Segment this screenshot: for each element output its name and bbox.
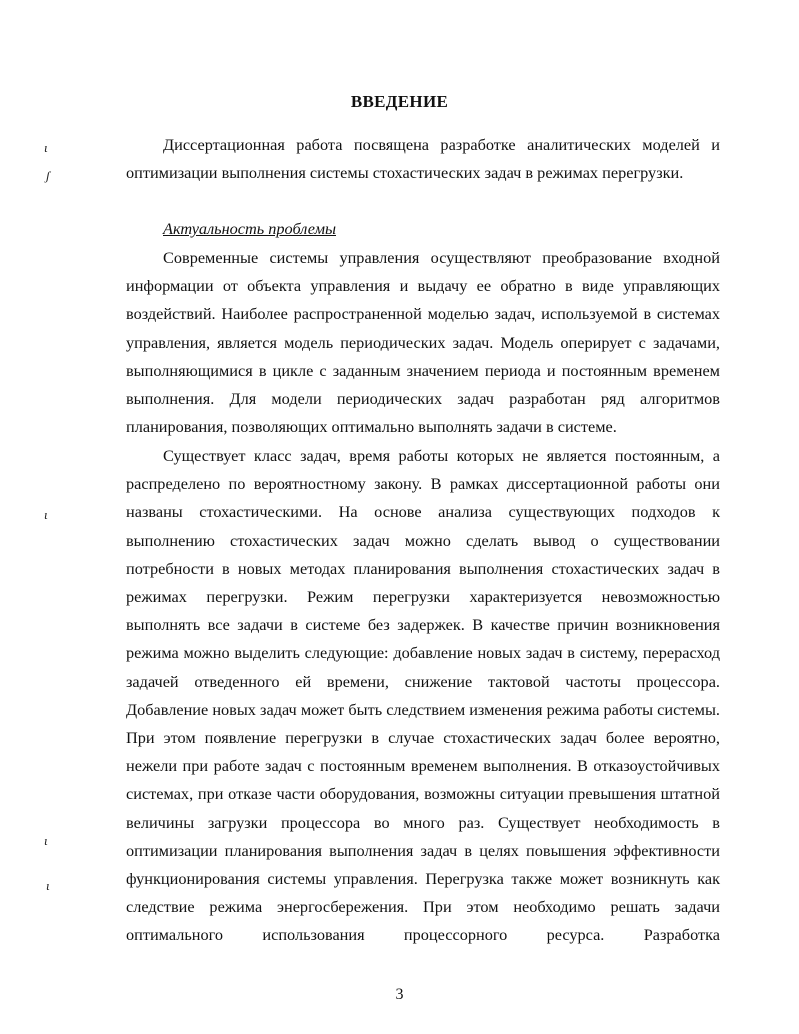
scan-artifact-mark: ɩ [44, 507, 48, 522]
scan-artifact-mark: ɩ [44, 140, 48, 155]
scan-artifact-mark: ɩ [46, 878, 50, 893]
intro-paragraph: Диссертационная работа посвящена разработке аналитических моделей и оптимизации выполнения системы стохастических задач в режимах перегрузки. [126, 135, 720, 183]
section-subheading: Актуальность проблемы [163, 219, 336, 238]
body-paragraph-2: Существует класс задач, время работы которых не является постоянным, а распределено по вероятностному закону. В рамках диссертационной работы они названы стохастическими. На основе анализа существующих подходов к выполнению стохастических задач можно сделать вывод о существовании потребности в новых методах планирования выполнения стохастических задач в режимах перегрузки. Режим перегрузки характеризуется невозможностью выполнять все задачи в системе без задержек. В качестве причин возникновения режима можно выделить следующие: добавление новых задач в систему, перерасход задачей отведенного ей времени, снижение тактовой частоты процессора. Добавление новых задач может быть следствием изменения режима работы системы. При этом появление перегрузки в случае стохастических задач более вероятно, нежели при работе задач с постоянным временем выполнения. В отказоустойчивых системах, при отказе части оборудования, возможны ситуации превышения штатной величины загрузки процессора во много раз. Существует необходимость в оптимизации планирования выполнения задач в целях повышения эффективности функционирования системы управления. Перегрузка также может возникнуть как следствие режима энергосбережения. При этом необходимо решать задачи оптимального использования процессорного ресурса. Разработка [126, 446, 720, 945]
scan-artifact-mark: ʃ [46, 168, 50, 183]
body-paragraph-1: Современные системы управления осуществляют преобразование входной информации от объекта управления и выдачу ее обратно в виде управляющих воздействий. Наиболее распространенной моделью задач, используемой в системах управления, является модель периодических задач. Модель оперирует с задачами, выполняющимися в цикле с заданным значением периода и постоянным временем выполнения. Для модели периодических задач разработан ряд алгоритмов планирования, позволяющих оптимально выполнять задачи в системе. [126, 248, 720, 437]
page-heading: ВВЕДЕНИЕ [350, 92, 449, 111]
page-number: 3 [395, 986, 404, 1003]
scan-artifact-mark: ɩ [44, 833, 48, 848]
